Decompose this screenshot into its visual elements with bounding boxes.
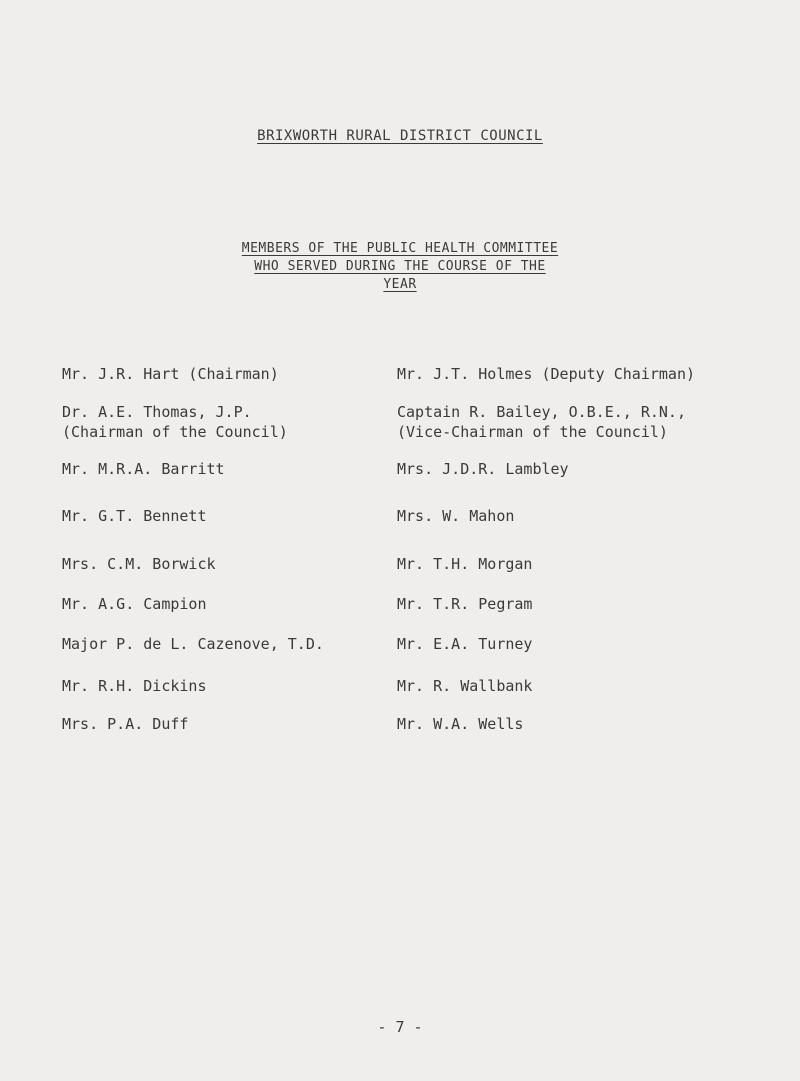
member-name: Mr. R.H. Dickins [62, 677, 207, 695]
member-entry [62, 554, 216, 574]
member-entry [397, 714, 523, 734]
member-name: Mr. A.G. Campion [62, 595, 207, 613]
member-name: Mr. J.R. Hart (Chairman) [62, 365, 279, 383]
page-number: - 7 - [377, 1018, 423, 1036]
member-entry [397, 364, 695, 384]
member-name: Mrs. W. Mahon [397, 507, 515, 525]
member-name: Mr. M.R.A. Barritt [62, 460, 225, 478]
member-name: (Chairman of the Council) [62, 423, 288, 441]
member-name: Mr. J.T. Holmes (Deputy Chairman) [397, 365, 696, 383]
member-entry [62, 714, 188, 734]
member-entry [62, 364, 279, 384]
member-entry [397, 506, 514, 526]
member-name: Mr. T.R. Pegram [397, 595, 533, 613]
member-entry [397, 402, 686, 442]
member-entry [397, 554, 532, 574]
heading-line: YEAR [383, 277, 417, 292]
document-title [0, 128, 800, 144]
heading-line: MEMBERS OF THE PUBLIC HEALTH COMMITTEE [241, 241, 559, 256]
member-name: Major P. de L. Cazenove, T.D. [62, 635, 324, 653]
member-entry [62, 506, 207, 526]
member-name: Mr. E.A. Turney [397, 635, 533, 653]
member-entry [397, 594, 532, 614]
member-entry [62, 402, 288, 442]
member-entry [62, 634, 324, 654]
member-entry [62, 459, 225, 479]
member-name: Mr. R. Wallbank [397, 677, 533, 695]
member-name: Mrs. P.A. Duff [62, 715, 189, 733]
heading-line: WHO SERVED DURING THE COURSE OF THE [254, 259, 546, 274]
member-entry [397, 459, 569, 479]
member-name: Mr. W.A. Wells [397, 715, 524, 733]
member-name: Mrs. C.M. Borwick [62, 555, 216, 573]
member-entry [62, 676, 207, 696]
member-name: Mr. T.H. Morgan [397, 555, 533, 573]
member-entry [397, 676, 532, 696]
member-name: Captain R. Bailey, O.B.E., R.N., [397, 403, 686, 421]
member-entry [397, 634, 532, 654]
member-entry [62, 594, 207, 614]
title-text: BRIXWORTH RURAL DISTRICT COUNCIL [257, 128, 543, 144]
member-name: Mr. G.T. Bennett [62, 507, 207, 525]
member-name: Mrs. J.D.R. Lambley [397, 460, 569, 478]
committee-heading [0, 240, 800, 294]
member-name: (Vice-Chairman of the Council) [397, 423, 668, 441]
member-name: Dr. A.E. Thomas, J.P. [62, 403, 252, 421]
